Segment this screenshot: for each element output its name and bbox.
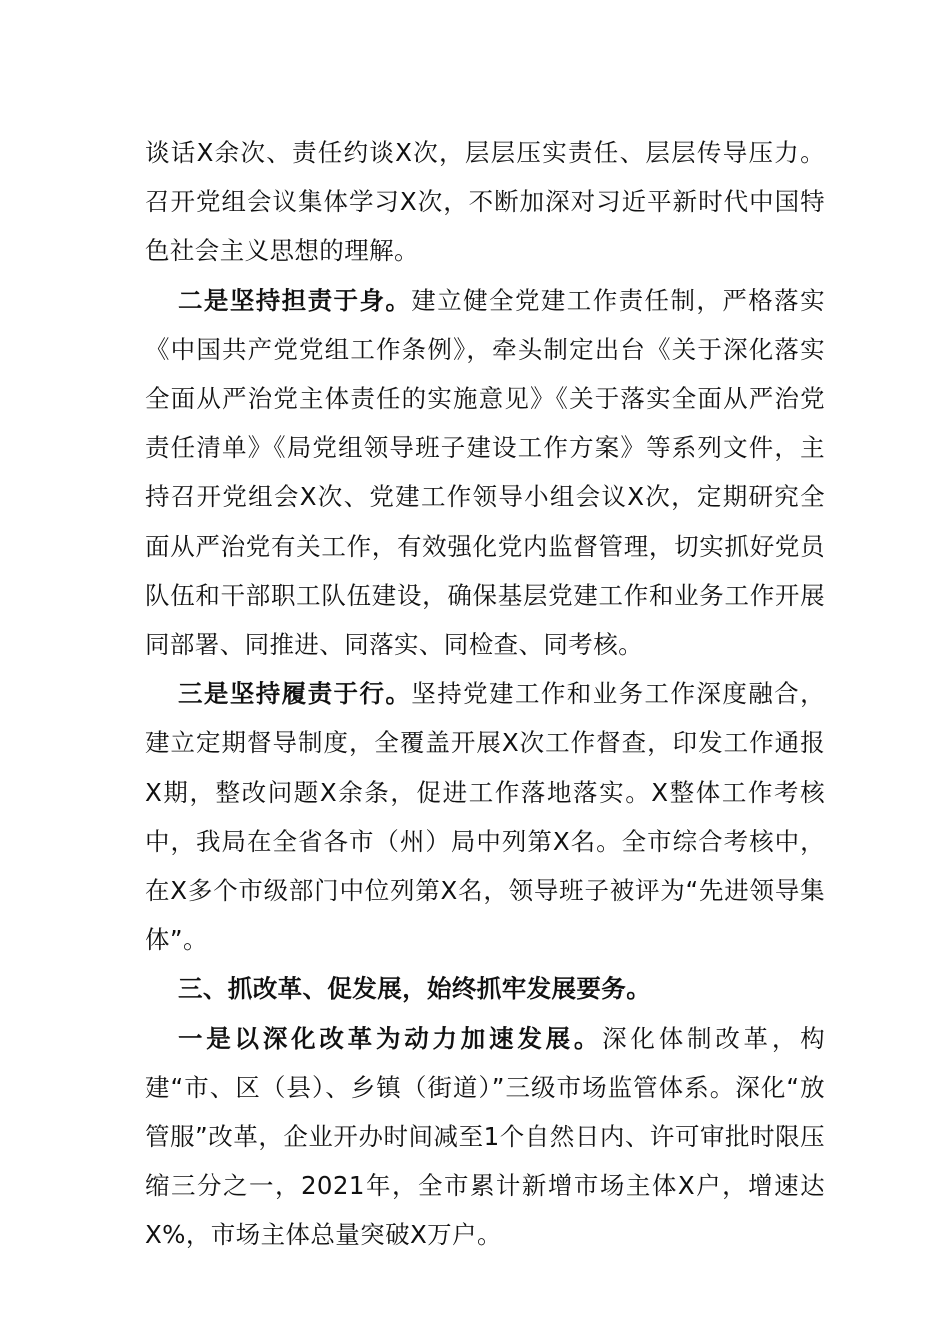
paragraph-lead: 三是坚持履责于行。 [178, 679, 412, 709]
document-body [145, 128, 825, 1260]
paragraph-lead: 一是以深化改革为动力加速发展。 [178, 1023, 603, 1053]
paragraph-text: 建立健全党建工作责任制，严格落实《中国共产党党组工作条例》，牵头制定出台《关于深化落实全面从严治党主体责任的实施意见》《关于落实全面从严治党责任清单》《局党组领导班子建设工作方案》等系列文件，主持召开党组会X次、党建工作领导小组会议X次，定期研究全面从严治党有关工作，有效强化党内监督管理，切实抓好党员队伍和干部职工队伍建设，确保基层党建工作和业务工作开展同部署、同推进、同落实、同检查、同考核。 [145, 285, 825, 660]
section-heading [145, 964, 825, 1013]
paragraph-text: 深化体制改革，构建“市、区（县）、乡镇（街道）”三级市场监管体系。深化“放管服”改革，企业开办时间减至1个自然日内、许可审批时限压缩三分之一，2021年，全市累计新增市场主体X户，增速达X%，市场主体总量突破X万户。 [145, 1023, 825, 1250]
section-heading-text: 三、抓改革、促发展，始终抓牢发展要务。 [178, 974, 652, 1004]
paragraph-continuation [145, 128, 825, 276]
paragraph-text: 谈话X余次、责任约谈X次，层层压实责任、层层传导压力。召开党组会议集体学习X次，不断加深对习近平新时代中国特色社会主义思想的理解。 [145, 138, 825, 266]
paragraph-reform [145, 1014, 825, 1260]
paragraph-responsibility [145, 276, 825, 670]
paragraph-text: 坚持党建工作和业务工作深度融合，建立定期督导制度，全覆盖开展X次工作督查，印发工作通报X期，整改问题X余条，促进工作落地落实。X整体工作考核中，我局在全省各市（州）局中列第X名。全市综合考核中，在X多个市级部门中位列第X名，领导班子被评为“先进领导集体”。 [145, 679, 825, 955]
paragraph-lead: 二是坚持担责于身。 [178, 285, 412, 315]
paragraph-action [145, 669, 825, 964]
